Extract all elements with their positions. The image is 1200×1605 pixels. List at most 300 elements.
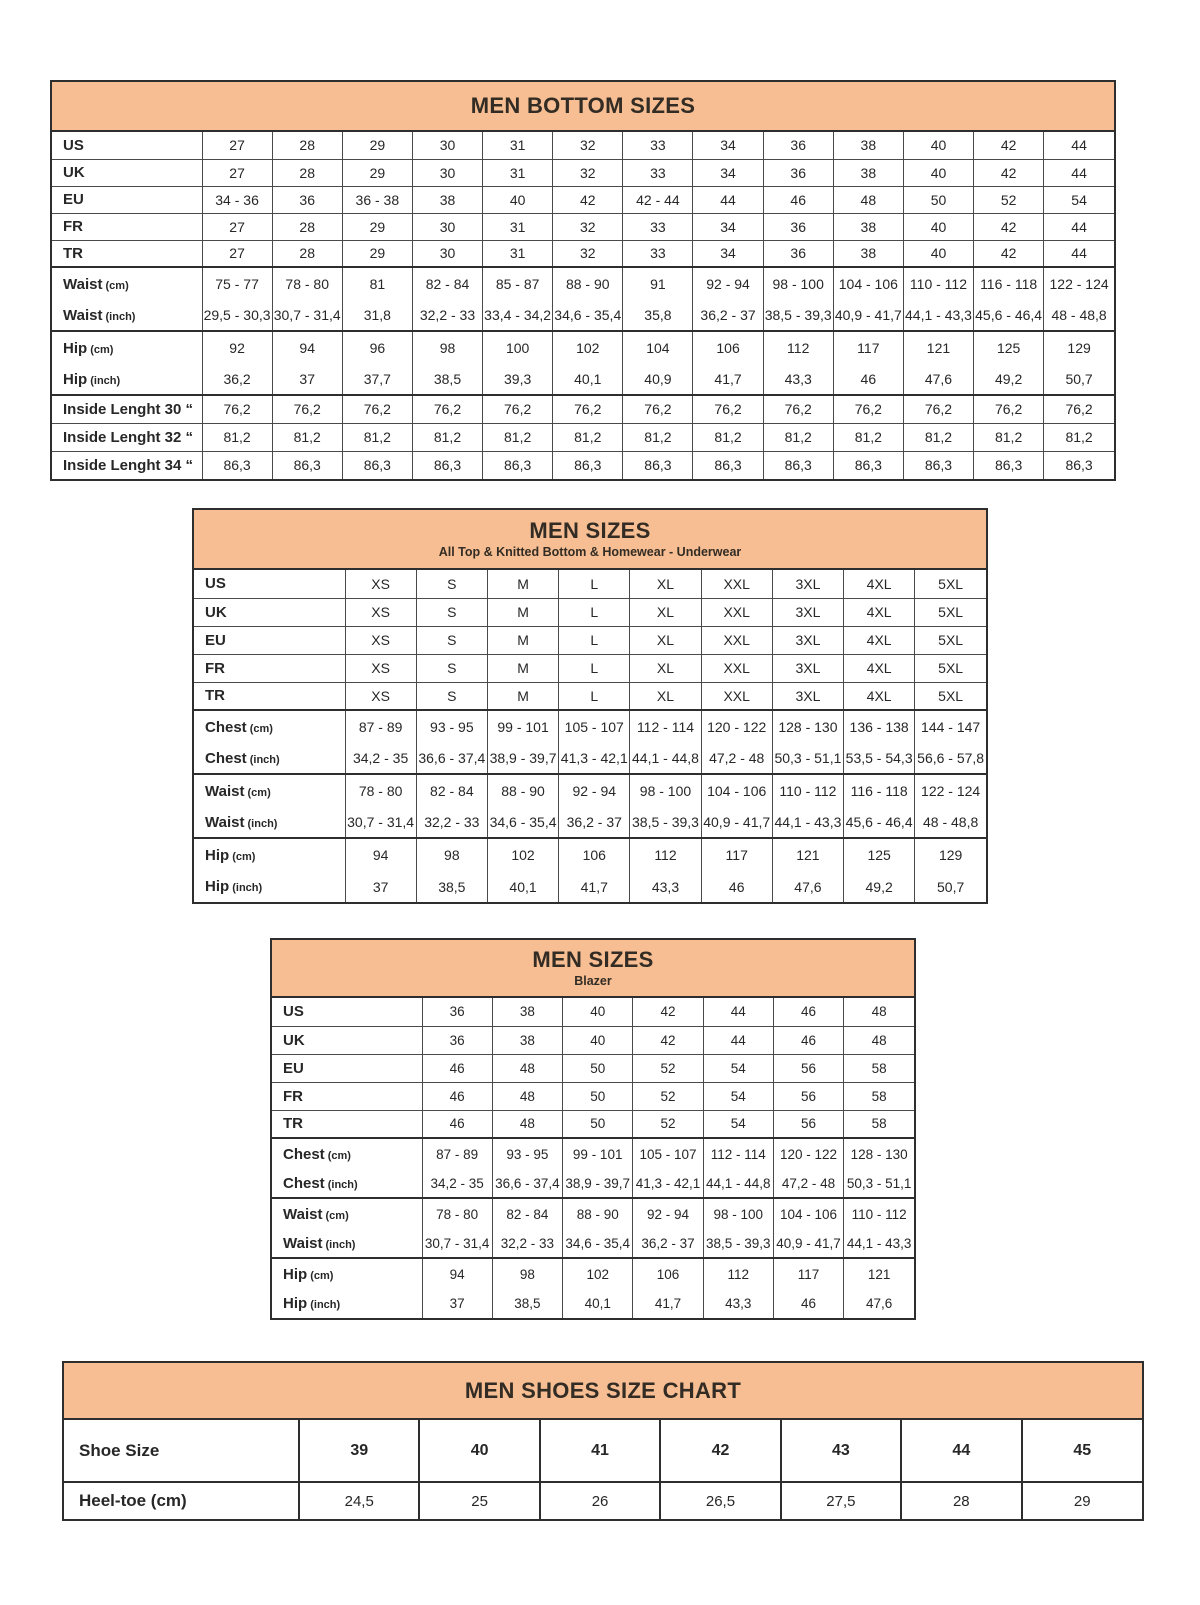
size-cell: 34 - 36: [202, 186, 272, 213]
size-cell: 38,9 - 39,7: [487, 743, 558, 774]
size-cell: S: [416, 654, 487, 682]
size-cell: 38,5 - 39,3: [630, 807, 701, 838]
table-row: [194, 682, 986, 710]
size-cell: 38,5 - 39,3: [763, 300, 833, 331]
size-cell: 41,7: [633, 1289, 703, 1318]
table-row: [52, 213, 1114, 240]
size-cell: 52: [974, 186, 1044, 213]
size-cell: 47,6: [903, 364, 973, 395]
size-cell: 117: [833, 331, 903, 364]
size-cell: M: [487, 682, 558, 710]
size-cell: 50: [563, 1082, 633, 1110]
row-label: Chest (cm): [272, 1138, 422, 1169]
size-cell: 36,2: [202, 364, 272, 395]
size-cell: 76,2: [623, 395, 693, 423]
size-cell: 4XL: [844, 598, 915, 626]
men-shoes-size-grid: [64, 1420, 1142, 1519]
size-cell: 38,5: [492, 1289, 562, 1318]
size-cell: 78 - 80: [422, 1198, 492, 1229]
size-cell: 38: [412, 186, 482, 213]
size-cell: 36: [422, 1026, 492, 1054]
size-cell: 27: [202, 240, 272, 267]
size-cell: 3XL: [772, 654, 843, 682]
row-label: EU: [194, 626, 345, 654]
size-cell: 42: [633, 1026, 703, 1054]
size-cell: 29,5 - 30,3: [202, 300, 272, 331]
table-row: [194, 598, 986, 626]
size-cell: XXL: [701, 626, 772, 654]
size-cell: 98: [416, 838, 487, 871]
size-cell: 81,2: [202, 423, 272, 451]
row-label: UK: [272, 1026, 422, 1054]
size-cell: 56: [773, 1082, 843, 1110]
size-cell: 29: [342, 240, 412, 267]
size-cell: 34: [693, 132, 763, 159]
size-cell: 86,3: [903, 451, 973, 479]
size-cell: 40: [903, 159, 973, 186]
table-subtitle: Blazer: [574, 974, 612, 989]
size-cell: L: [559, 570, 630, 598]
size-cell: 76,2: [553, 395, 623, 423]
size-cell: 28: [272, 213, 342, 240]
size-cell: 105 - 107: [559, 710, 630, 743]
size-cell: 50: [563, 1110, 633, 1138]
men-blazer-sizes-header: [272, 940, 914, 998]
size-cell: 4XL: [844, 570, 915, 598]
size-cell: 42: [660, 1420, 780, 1482]
size-cell: 28: [272, 159, 342, 186]
size-cell: 39: [299, 1420, 419, 1482]
size-cell: 38: [833, 240, 903, 267]
size-cell: 98 - 100: [703, 1198, 773, 1229]
size-cell: 30,7 - 31,4: [345, 807, 416, 838]
row-label: Chest (cm): [194, 710, 345, 743]
table-row: [52, 159, 1114, 186]
men-top-sizes-header: [194, 510, 986, 570]
size-cell: 76,2: [483, 395, 553, 423]
size-cell: 45,6 - 46,4: [974, 300, 1044, 331]
size-cell: 29: [1022, 1482, 1142, 1519]
table-row: [52, 267, 1114, 300]
size-cell: 76,2: [412, 395, 482, 423]
size-cell: 30,7 - 31,4: [272, 300, 342, 331]
size-cell: 47,2 - 48: [773, 1169, 843, 1198]
size-cell: 87 - 89: [345, 710, 416, 743]
men-blazer-sizes-table: [270, 938, 916, 1320]
size-cell: 86,3: [412, 451, 482, 479]
size-cell: 36,6 - 37,4: [416, 743, 487, 774]
size-cell: L: [559, 626, 630, 654]
size-cell: 88 - 90: [487, 774, 558, 807]
size-cell: 46: [833, 364, 903, 395]
size-cell: 40: [483, 186, 553, 213]
table-row: [272, 1229, 914, 1258]
size-cell: 38: [833, 132, 903, 159]
size-cell: 48 - 48,8: [1044, 300, 1114, 331]
size-cell: 46: [422, 1110, 492, 1138]
size-cell: 92 - 94: [633, 1198, 703, 1229]
row-label: Hip (cm): [52, 331, 202, 364]
size-cell: 78 - 80: [272, 267, 342, 300]
size-cell: 40: [903, 213, 973, 240]
size-cell: 86,3: [1044, 451, 1114, 479]
size-cell: 117: [701, 838, 772, 871]
size-cell: 27: [202, 159, 272, 186]
size-cell: 81,2: [833, 423, 903, 451]
men-shoes-size-header: [64, 1363, 1142, 1420]
size-cell: XXL: [701, 682, 772, 710]
size-cell: 86,3: [202, 451, 272, 479]
size-cell: M: [487, 626, 558, 654]
size-cell: 43,3: [703, 1289, 773, 1318]
size-cell: 41,7: [693, 364, 763, 395]
size-cell: 44: [693, 186, 763, 213]
row-label: Hip (cm): [194, 838, 345, 871]
table-row: [52, 132, 1114, 159]
size-cell: XL: [630, 598, 701, 626]
size-cell: 81,2: [483, 423, 553, 451]
size-cell: 88 - 90: [563, 1198, 633, 1229]
size-cell: 40,1: [553, 364, 623, 395]
table-subtitle: All Top & Knitted Bottom & Homewear - Underwear: [438, 545, 742, 560]
table-row: [194, 871, 986, 902]
size-cell: 128 - 130: [772, 710, 843, 743]
size-cell: 125: [974, 331, 1044, 364]
size-cell: 3XL: [772, 626, 843, 654]
size-cell: 47,2 - 48: [701, 743, 772, 774]
size-cell: 38,5: [412, 364, 482, 395]
size-cell: 46: [701, 871, 772, 902]
table-row: [52, 451, 1114, 479]
size-cell: 32,2 - 33: [416, 807, 487, 838]
size-cell: 54: [703, 1110, 773, 1138]
size-cell: 54: [703, 1054, 773, 1082]
size-cell: 99 - 101: [487, 710, 558, 743]
table-title: MEN SIZES: [532, 947, 654, 973]
size-cell: 129: [1044, 331, 1114, 364]
size-cell: 52: [633, 1110, 703, 1138]
size-cell: 44,1 - 43,3: [772, 807, 843, 838]
men-top-sizes-table: [192, 508, 988, 904]
table-row: [272, 1026, 914, 1054]
size-cell: 86,3: [693, 451, 763, 479]
table-row: [194, 807, 986, 838]
size-cell: 50,3 - 51,1: [772, 743, 843, 774]
size-cell: 96: [342, 331, 412, 364]
size-cell: 144 - 147: [915, 710, 986, 743]
size-cell: 35,8: [623, 300, 693, 331]
size-cell: 34,6 - 35,4: [553, 300, 623, 331]
size-cell: 33: [623, 159, 693, 186]
size-cell: 94: [345, 838, 416, 871]
size-cell: 26,5: [660, 1482, 780, 1519]
size-cell: 36: [272, 186, 342, 213]
size-cell: 37: [345, 871, 416, 902]
size-cell: 36,2 - 37: [693, 300, 763, 331]
size-cell: XS: [345, 570, 416, 598]
row-label: Waist (inch): [52, 300, 202, 331]
size-cell: XL: [630, 654, 701, 682]
size-cell: 29: [342, 159, 412, 186]
size-cell: 40,9 - 41,7: [833, 300, 903, 331]
size-cell: 46: [773, 1289, 843, 1318]
size-cell: 58: [844, 1082, 914, 1110]
men-bottom-sizes-table: [50, 80, 1116, 481]
size-cell: 34: [693, 159, 763, 186]
size-cell: S: [416, 682, 487, 710]
size-cell: 41: [540, 1420, 660, 1482]
size-cell: 29: [342, 132, 412, 159]
table-row: [194, 654, 986, 682]
row-label: Heel-toe (cm): [64, 1482, 299, 1519]
table-row: [194, 743, 986, 774]
size-cell: 36: [763, 132, 833, 159]
row-label: Waist (cm): [194, 774, 345, 807]
men-bottom-sizes-header: [52, 82, 1114, 132]
size-cell: 25: [419, 1482, 539, 1519]
size-cell: 50,7: [1044, 364, 1114, 395]
size-cell: 86,3: [553, 451, 623, 479]
size-cell: 110 - 112: [844, 1198, 914, 1229]
table-row: [272, 1258, 914, 1289]
size-cell: 33: [623, 213, 693, 240]
size-cell: 86,3: [974, 451, 1044, 479]
size-cell: 33: [623, 240, 693, 267]
row-label: Inside Lenght 34 “: [52, 451, 202, 479]
size-cell: 38: [833, 159, 903, 186]
size-cell: 47,6: [772, 871, 843, 902]
size-cell: 38,5 - 39,3: [703, 1229, 773, 1258]
size-cell: 44: [1044, 159, 1114, 186]
size-cell: 45: [1022, 1420, 1142, 1482]
size-cell: 81,2: [693, 423, 763, 451]
size-cell: S: [416, 598, 487, 626]
row-label: FR: [52, 213, 202, 240]
size-cell: 42: [974, 132, 1044, 159]
size-cell: 88 - 90: [553, 267, 623, 300]
size-cell: 34: [693, 213, 763, 240]
size-cell: 36,6 - 37,4: [492, 1169, 562, 1198]
size-cell: 31: [483, 213, 553, 240]
size-cell: 39,3: [483, 364, 553, 395]
size-cell: 44,1 - 43,3: [903, 300, 973, 331]
size-cell: 106: [693, 331, 763, 364]
size-cell: 81,2: [1044, 423, 1114, 451]
size-cell: 26: [540, 1482, 660, 1519]
size-cell: 81,2: [763, 423, 833, 451]
table-row: [52, 331, 1114, 364]
size-cell: 76,2: [693, 395, 763, 423]
size-cell: 76,2: [342, 395, 412, 423]
size-cell: 40: [563, 1026, 633, 1054]
size-cell: 40,9 - 41,7: [773, 1229, 843, 1258]
row-label: TR: [52, 240, 202, 267]
table-row: [52, 395, 1114, 423]
row-label: Waist (cm): [52, 267, 202, 300]
size-cell: 34,6 - 35,4: [487, 807, 558, 838]
size-cell: 41,3 - 42,1: [633, 1169, 703, 1198]
size-cell: 34,2 - 35: [422, 1169, 492, 1198]
size-cell: 98: [412, 331, 482, 364]
size-cell: 4XL: [844, 682, 915, 710]
size-cell: 5XL: [915, 626, 986, 654]
size-cell: XS: [345, 626, 416, 654]
size-cell: 104 - 106: [773, 1198, 843, 1229]
size-cell: 46: [422, 1082, 492, 1110]
row-label: Waist (cm): [272, 1198, 422, 1229]
size-cell: 43: [781, 1420, 901, 1482]
size-cell: 5XL: [915, 682, 986, 710]
size-cell: XL: [630, 570, 701, 598]
size-cell: 38,9 - 39,7: [563, 1169, 633, 1198]
size-cell: 3XL: [772, 682, 843, 710]
row-label: US: [52, 132, 202, 159]
size-cell: 49,2: [974, 364, 1044, 395]
row-label: FR: [194, 654, 345, 682]
size-cell: 4XL: [844, 626, 915, 654]
size-cell: 46: [763, 186, 833, 213]
row-label: Shoe Size: [64, 1420, 299, 1482]
size-cell: 38,5: [416, 871, 487, 902]
size-cell: 136 - 138: [844, 710, 915, 743]
size-cell: 81,2: [412, 423, 482, 451]
size-cell: 86,3: [342, 451, 412, 479]
row-label: Hip (inch): [272, 1289, 422, 1318]
size-cell: 27,5: [781, 1482, 901, 1519]
table-row: [272, 1054, 914, 1082]
size-cell: 86,3: [272, 451, 342, 479]
size-cell: 100: [483, 331, 553, 364]
size-cell: 116 - 118: [974, 267, 1044, 300]
size-cell: 106: [633, 1258, 703, 1289]
table-row: [52, 186, 1114, 213]
size-cell: 27: [202, 132, 272, 159]
size-cell: 48 - 48,8: [915, 807, 986, 838]
size-cell: 24,5: [299, 1482, 419, 1519]
size-cell: XXL: [701, 654, 772, 682]
size-cell: 32: [553, 240, 623, 267]
size-cell: 40,9: [623, 364, 693, 395]
size-cell: 40,1: [487, 871, 558, 902]
size-cell: 102: [553, 331, 623, 364]
size-cell: 43,3: [630, 871, 701, 902]
size-cell: 33: [623, 132, 693, 159]
size-cell: 128 - 130: [844, 1138, 914, 1169]
size-cell: 58: [844, 1054, 914, 1082]
size-cell: 129: [915, 838, 986, 871]
size-cell: 44: [703, 998, 773, 1026]
size-cell: 54: [703, 1082, 773, 1110]
size-cell: 44: [1044, 240, 1114, 267]
size-cell: 81,2: [974, 423, 1044, 451]
size-cell: 42 - 44: [623, 186, 693, 213]
size-cell: 93 - 95: [492, 1138, 562, 1169]
size-cell: 41,7: [559, 871, 630, 902]
size-cell: 45,6 - 46,4: [844, 807, 915, 838]
table-row: [52, 423, 1114, 451]
size-cell: 30: [412, 240, 482, 267]
size-cell: 93 - 95: [416, 710, 487, 743]
table-row: [194, 626, 986, 654]
size-cell: 47,6: [844, 1289, 914, 1318]
row-label: TR: [272, 1110, 422, 1138]
size-cell: 76,2: [272, 395, 342, 423]
size-cell: 102: [487, 838, 558, 871]
size-cell: 36,2 - 37: [633, 1229, 703, 1258]
size-cell: 30: [412, 213, 482, 240]
size-cell: 44: [703, 1026, 773, 1054]
size-cell: 76,2: [1044, 395, 1114, 423]
table-row: [52, 300, 1114, 331]
size-cell: 33,4 - 34,2: [483, 300, 553, 331]
size-cell: 82 - 84: [416, 774, 487, 807]
size-cell: 44,1 - 43,3: [844, 1229, 914, 1258]
table-title: MEN SIZES: [529, 518, 651, 544]
size-cell: 46: [773, 998, 843, 1026]
size-cell: S: [416, 626, 487, 654]
size-cell: 86,3: [833, 451, 903, 479]
row-label: Waist (inch): [194, 807, 345, 838]
size-cell: 112: [703, 1258, 773, 1289]
table-row: [194, 838, 986, 871]
table-row: [194, 710, 986, 743]
table-title: MEN BOTTOM SIZES: [470, 93, 696, 119]
size-cell: 49,2: [844, 871, 915, 902]
size-cell: XL: [630, 626, 701, 654]
size-cell: 94: [272, 331, 342, 364]
size-cell: L: [559, 654, 630, 682]
size-cell: 40: [419, 1420, 539, 1482]
size-cell: 58: [844, 1110, 914, 1138]
men-blazer-sizes-grid: [272, 998, 914, 1318]
size-cell: 5XL: [915, 570, 986, 598]
size-cell: 104 - 106: [701, 774, 772, 807]
row-label: Chest (inch): [272, 1169, 422, 1198]
men-top-sizes-grid: [194, 570, 986, 902]
table-row: [272, 1110, 914, 1138]
row-label: TR: [194, 682, 345, 710]
size-cell: 28: [272, 132, 342, 159]
size-cell: 4XL: [844, 654, 915, 682]
size-cell: 48: [844, 1026, 914, 1054]
size-cell: 44: [901, 1420, 1021, 1482]
size-cell: S: [416, 570, 487, 598]
table-row: [52, 240, 1114, 267]
size-cell: 50,3 - 51,1: [844, 1169, 914, 1198]
size-cell: 28: [272, 240, 342, 267]
size-cell: 32: [553, 159, 623, 186]
size-cell: 120 - 122: [773, 1138, 843, 1169]
size-cell: M: [487, 570, 558, 598]
row-label: Chest (inch): [194, 743, 345, 774]
table-row: [272, 998, 914, 1026]
size-cell: XXL: [701, 598, 772, 626]
size-cell: 44: [1044, 213, 1114, 240]
size-cell: 31,8: [342, 300, 412, 331]
size-cell: 40,1: [563, 1289, 633, 1318]
size-cell: 112: [763, 331, 833, 364]
size-cell: 42: [974, 240, 1044, 267]
table-row: [272, 1169, 914, 1198]
table-row: [272, 1082, 914, 1110]
size-cell: 122 - 124: [915, 774, 986, 807]
table-row: [272, 1198, 914, 1229]
size-cell: 40: [563, 998, 633, 1026]
size-cell: 56: [773, 1054, 843, 1082]
size-cell: 102: [563, 1258, 633, 1289]
size-cell: 92 - 94: [693, 267, 763, 300]
row-label: EU: [272, 1054, 422, 1082]
